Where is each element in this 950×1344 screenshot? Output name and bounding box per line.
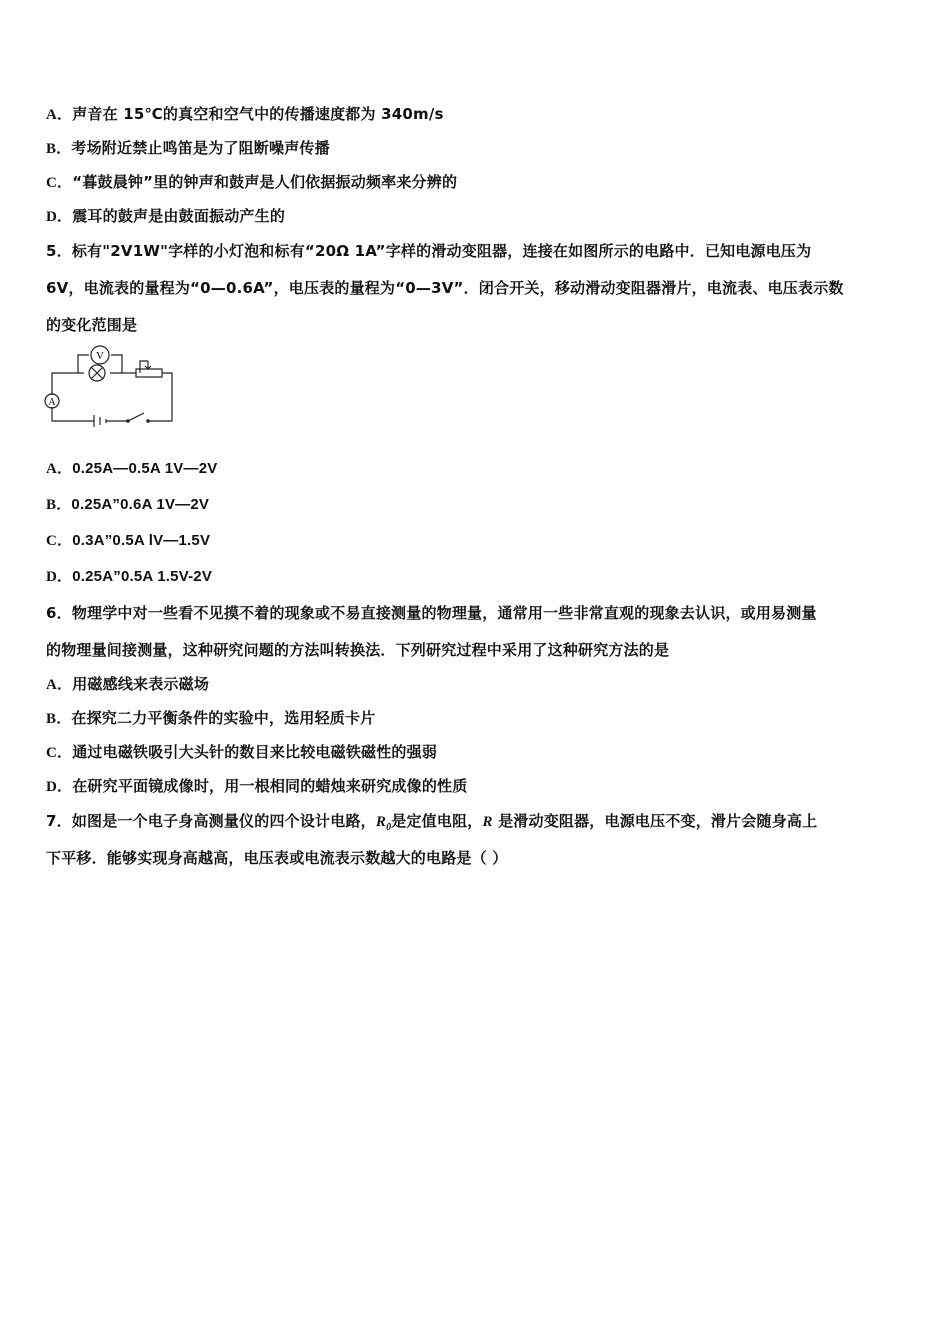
q5-option-b xyxy=(46,493,209,514)
option-letter: D． xyxy=(46,569,73,585)
q6-option-b xyxy=(46,707,375,728)
q5-stem-line-2: 6V，电流表的量程为“0—0.6A”，电压表的量程为“0—3V”．闭合开关，移动滑动变阻器滑片，电流表、电压表示数 xyxy=(46,279,844,297)
option-letter: C． xyxy=(46,533,73,549)
q7-stem-line-1 xyxy=(46,810,817,833)
option-text: 考场附近禁止鸣笛是为了阻断噪声传播 xyxy=(71,139,330,157)
q6-option-d xyxy=(46,775,467,796)
r0-symbol: $R_0$ xyxy=(375,814,392,833)
battery-short-plate xyxy=(100,417,106,425)
q7-mid: 是定值电阻， xyxy=(391,812,483,830)
wire-voltmeter-left xyxy=(78,355,89,373)
option-letter: C． xyxy=(46,745,73,761)
switch-icon xyxy=(128,413,144,421)
q5-option-c xyxy=(46,529,210,550)
q7-stem-line-2: 下平移．能够实现身高越高，电压表或电流表示数越大的电路是（ ） xyxy=(46,849,508,867)
q4-option-d xyxy=(46,205,285,226)
q5-stem-line-3: 的变化范围是 xyxy=(46,316,138,334)
q4-option-b xyxy=(46,137,330,158)
option-text: 0.25A”0.5A 1.5V-2V xyxy=(72,568,213,585)
q7-prefix: 7．如图是一个电子身高测量仪的四个设计电路， xyxy=(46,812,376,830)
option-text: 通过电磁铁吸引大头针的数目来比较电磁铁磁性的强弱 xyxy=(72,743,438,761)
q6-option-c xyxy=(46,741,437,762)
option-text: 在探究二力平衡条件的实验中，选用轻质卡片 xyxy=(71,709,376,727)
q7-suffix: 是滑动变阻器，电源电压不变，滑片会随身高上 xyxy=(492,812,818,830)
r-symbol: R xyxy=(482,814,493,830)
option-letter: B． xyxy=(46,497,72,513)
q6-option-a xyxy=(46,673,209,694)
q6-stem-line-2: 的物理量间接测量，这种研究问题的方法叫转换法．下列研究过程中采用了这种研究方法的是 xyxy=(46,641,670,659)
rheostat-slider xyxy=(145,361,151,369)
q5-option-a xyxy=(46,457,217,478)
q4-option-c xyxy=(46,171,457,192)
wire-bottom-left xyxy=(52,407,94,421)
option-text: 震耳的鼓声是由鼓面振动产生的 xyxy=(72,207,286,225)
voltmeter-label: V xyxy=(96,350,104,362)
option-text: 0.25A—0.5A 1V—2V xyxy=(72,460,218,477)
wire-left-top xyxy=(52,373,84,395)
option-letter: C． xyxy=(46,175,73,191)
option-text: 在研究平面镜成像时，用一根相同的蜡烛来研究成像的性质 xyxy=(72,777,468,795)
q5-circuit-diagram xyxy=(44,343,178,427)
option-text: 0.3A”0.5A lV—1.5V xyxy=(72,532,211,549)
option-letter: A． xyxy=(46,461,73,477)
wire-voltmeter-right xyxy=(111,355,122,373)
option-letter: A． xyxy=(46,107,73,123)
q4-option-a xyxy=(46,103,444,124)
option-text: 声音在 15℃的真空和空气中的传播速度都为 340m/s xyxy=(72,105,444,123)
option-text: “暮鼓晨钟”里的钟声和鼓声是人们依据振动频率来分辨的 xyxy=(72,173,458,191)
q5-stem-line-1: 5．标有"2V1W"字样的小灯泡和标有“20Ω 1A”字样的滑动变阻器，连接在如图所示的电路中．已知电源电压为 xyxy=(46,242,812,260)
q5-option-d xyxy=(46,565,212,586)
q6-stem-line-1: 6．物理学中对一些看不见摸不着的现象或不易直接测量的物理量，通常用一些非常直观的现象去认识，或用易测量 xyxy=(46,604,817,622)
option-letter: B． xyxy=(46,711,72,727)
lamp-cross xyxy=(92,368,103,379)
wire-right xyxy=(148,373,172,421)
option-letter: D． xyxy=(46,209,73,225)
option-text: 用磁感线来表示磁场 xyxy=(72,675,210,693)
option-letter: B． xyxy=(46,141,72,157)
option-text: 0.25A”0.6A 1V—2V xyxy=(71,496,210,513)
option-letter: A． xyxy=(46,677,73,693)
option-letter: D． xyxy=(46,779,73,795)
ammeter-label: A xyxy=(48,397,56,408)
